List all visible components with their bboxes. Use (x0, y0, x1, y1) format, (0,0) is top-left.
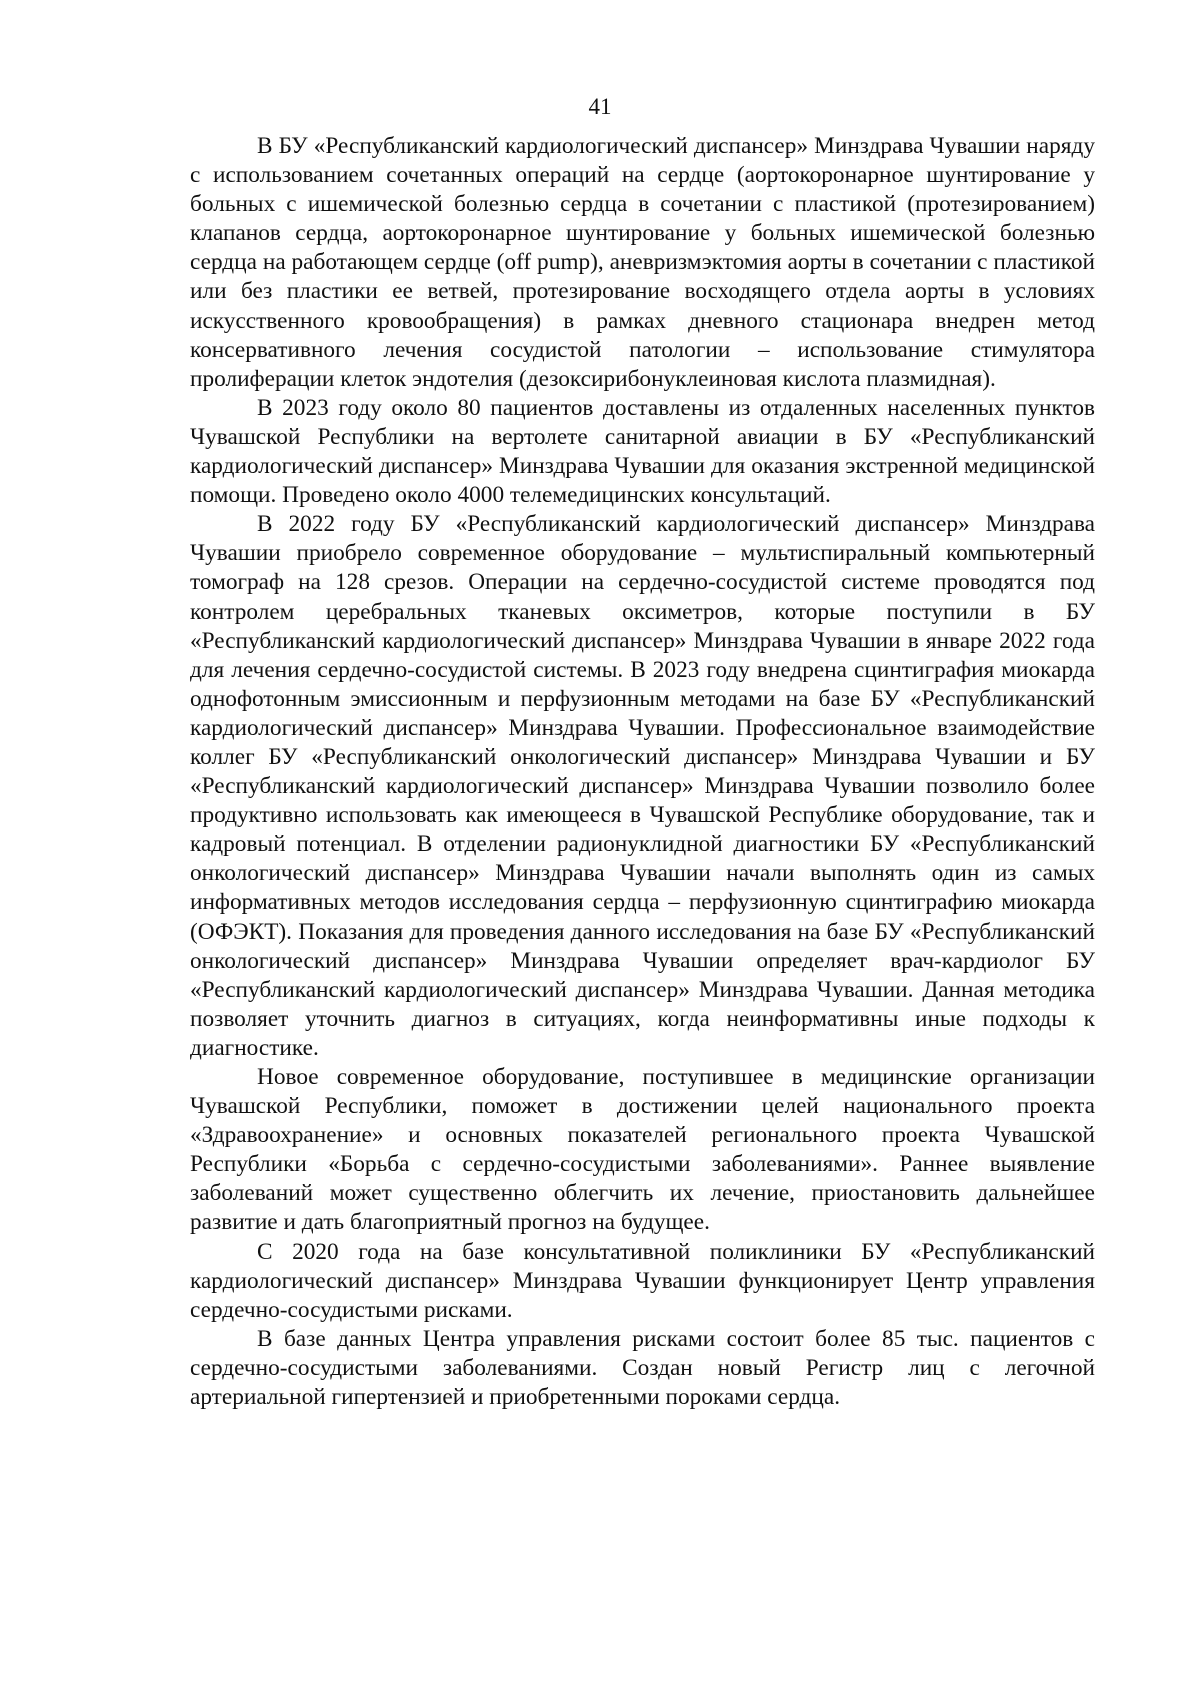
page-number: 41 (588, 94, 612, 119)
document-body (190, 132, 1095, 1412)
paragraph-new-equipment: Новое современное оборудование, поступившее в медицинские организации Чувашской Республики, поможет в достижении целей национального проекта «Здравоохранение» и основных показателей регионального проекта Чувашской Республики «Борьба с сердечно-сосудистыми заболеваниями». Раннее выявление заболеваний может существенно облегчить их лечение, приостановить дальнейшее развитие и дать благоприятный прогноз на будущее. (190, 1064, 1095, 1236)
paragraph-air-ambulance: В 2023 году около 80 пациентов доставлены из отдаленных населенных пунктов Чувашской Республики на вертолете санитарной авиации в БУ «Республиканский кардиологический диспансер» Минздрава Чувашии для оказания экстренной медицинской помощи. Проведено около 4000 телемедицинских консультаций. (190, 394, 1095, 509)
paragraph-risk-center: С 2020 года на базе консультативной поликлиники БУ «Республиканский кардиологический диспансер» Минздрава Чувашии функционирует Центр управления сердечно-сосудистыми рисками. (190, 1238, 1095, 1323)
paragraph-database: В базе данных Центра управления рисками состоит более 85 тыс. пациентов с сердечно-сосудистыми заболеваниями. Создан новый Регистр лиц с легочной артериальной гипертензией и приобретенными пороками сердца. (190, 1325, 1095, 1411)
paragraph-cardio-surgery: В БУ «Республиканский кардиологический диспансер» Минздрава Чувашии наряду с использованием сочетанных операций на сердце (аортокоронарное шунтирование у больных с ишемической болезнью сердца в сочетании с пластикой (протезированием) клапанов сердца, аортокоронарное шунтирование у больных ишемической болезнью сердца на работающем сердце (off pump), аневризмэктомия аорты в сочетании с пластикой или без пластики ее ветвей, протезирование восходящего отдела аорты в условиях искусственного кровообращения) в рамках дневного стационара внедрен метод консервативного лечения сосудистой патологии – использование стимулятора пролиферации клеток эндотелия (дезоксирибонуклеиновая кислота плазмидная). (190, 133, 1095, 392)
paragraph-equipment: В 2022 году БУ «Республиканский кардиологический диспансер» Минздрава Чувашии приобрело современное оборудование – мультиспиральный компьютерный томограф на 128 срезов. Операции на сердечно-сосудистой системе проводятся под контролем церебральных тканевых оксиметров, которые поступили в БУ «Республиканский кардиологический диспансер» Минздрава Чувашии в январе 2022 года для лечения сердечно-сосудистой системы. В 2023 году внедрена сцинтиграфия миокарда однофотонным эмиссионным и перфузионным методами на базе БУ «Республиканский кардиологический диспансер» Минздрава Чувашии. Профессиональное взаимодействие коллег БУ «Республиканский онкологический диспансер» Минздрава Чувашии и БУ «Республиканский кардиологический диспансер» Минздрава Чувашии позволило более продуктивно использовать как имеющееся в Чувашской Республике оборудование, так и кадровый потенциал. В отделении радионуклидной диагностики БУ «Республиканский онкологический диспансер» Минздрава Чувашии начали выполнять один из самых информативных методов исследования сердца – перфузионную сцинтиграфию миокарда (ОФЭКТ). Показания для проведения данного исследования на базе БУ «Республиканский онкологический диспансер» Минздрава Чувашии определяет врач-кардиолог БУ «Республиканский кардиологический диспансер» Минздрава Чувашии. Данная методика позволяет уточнить диагноз в ситуациях, когда неинформативны иные подходы к диагностике. (190, 511, 1095, 1061)
